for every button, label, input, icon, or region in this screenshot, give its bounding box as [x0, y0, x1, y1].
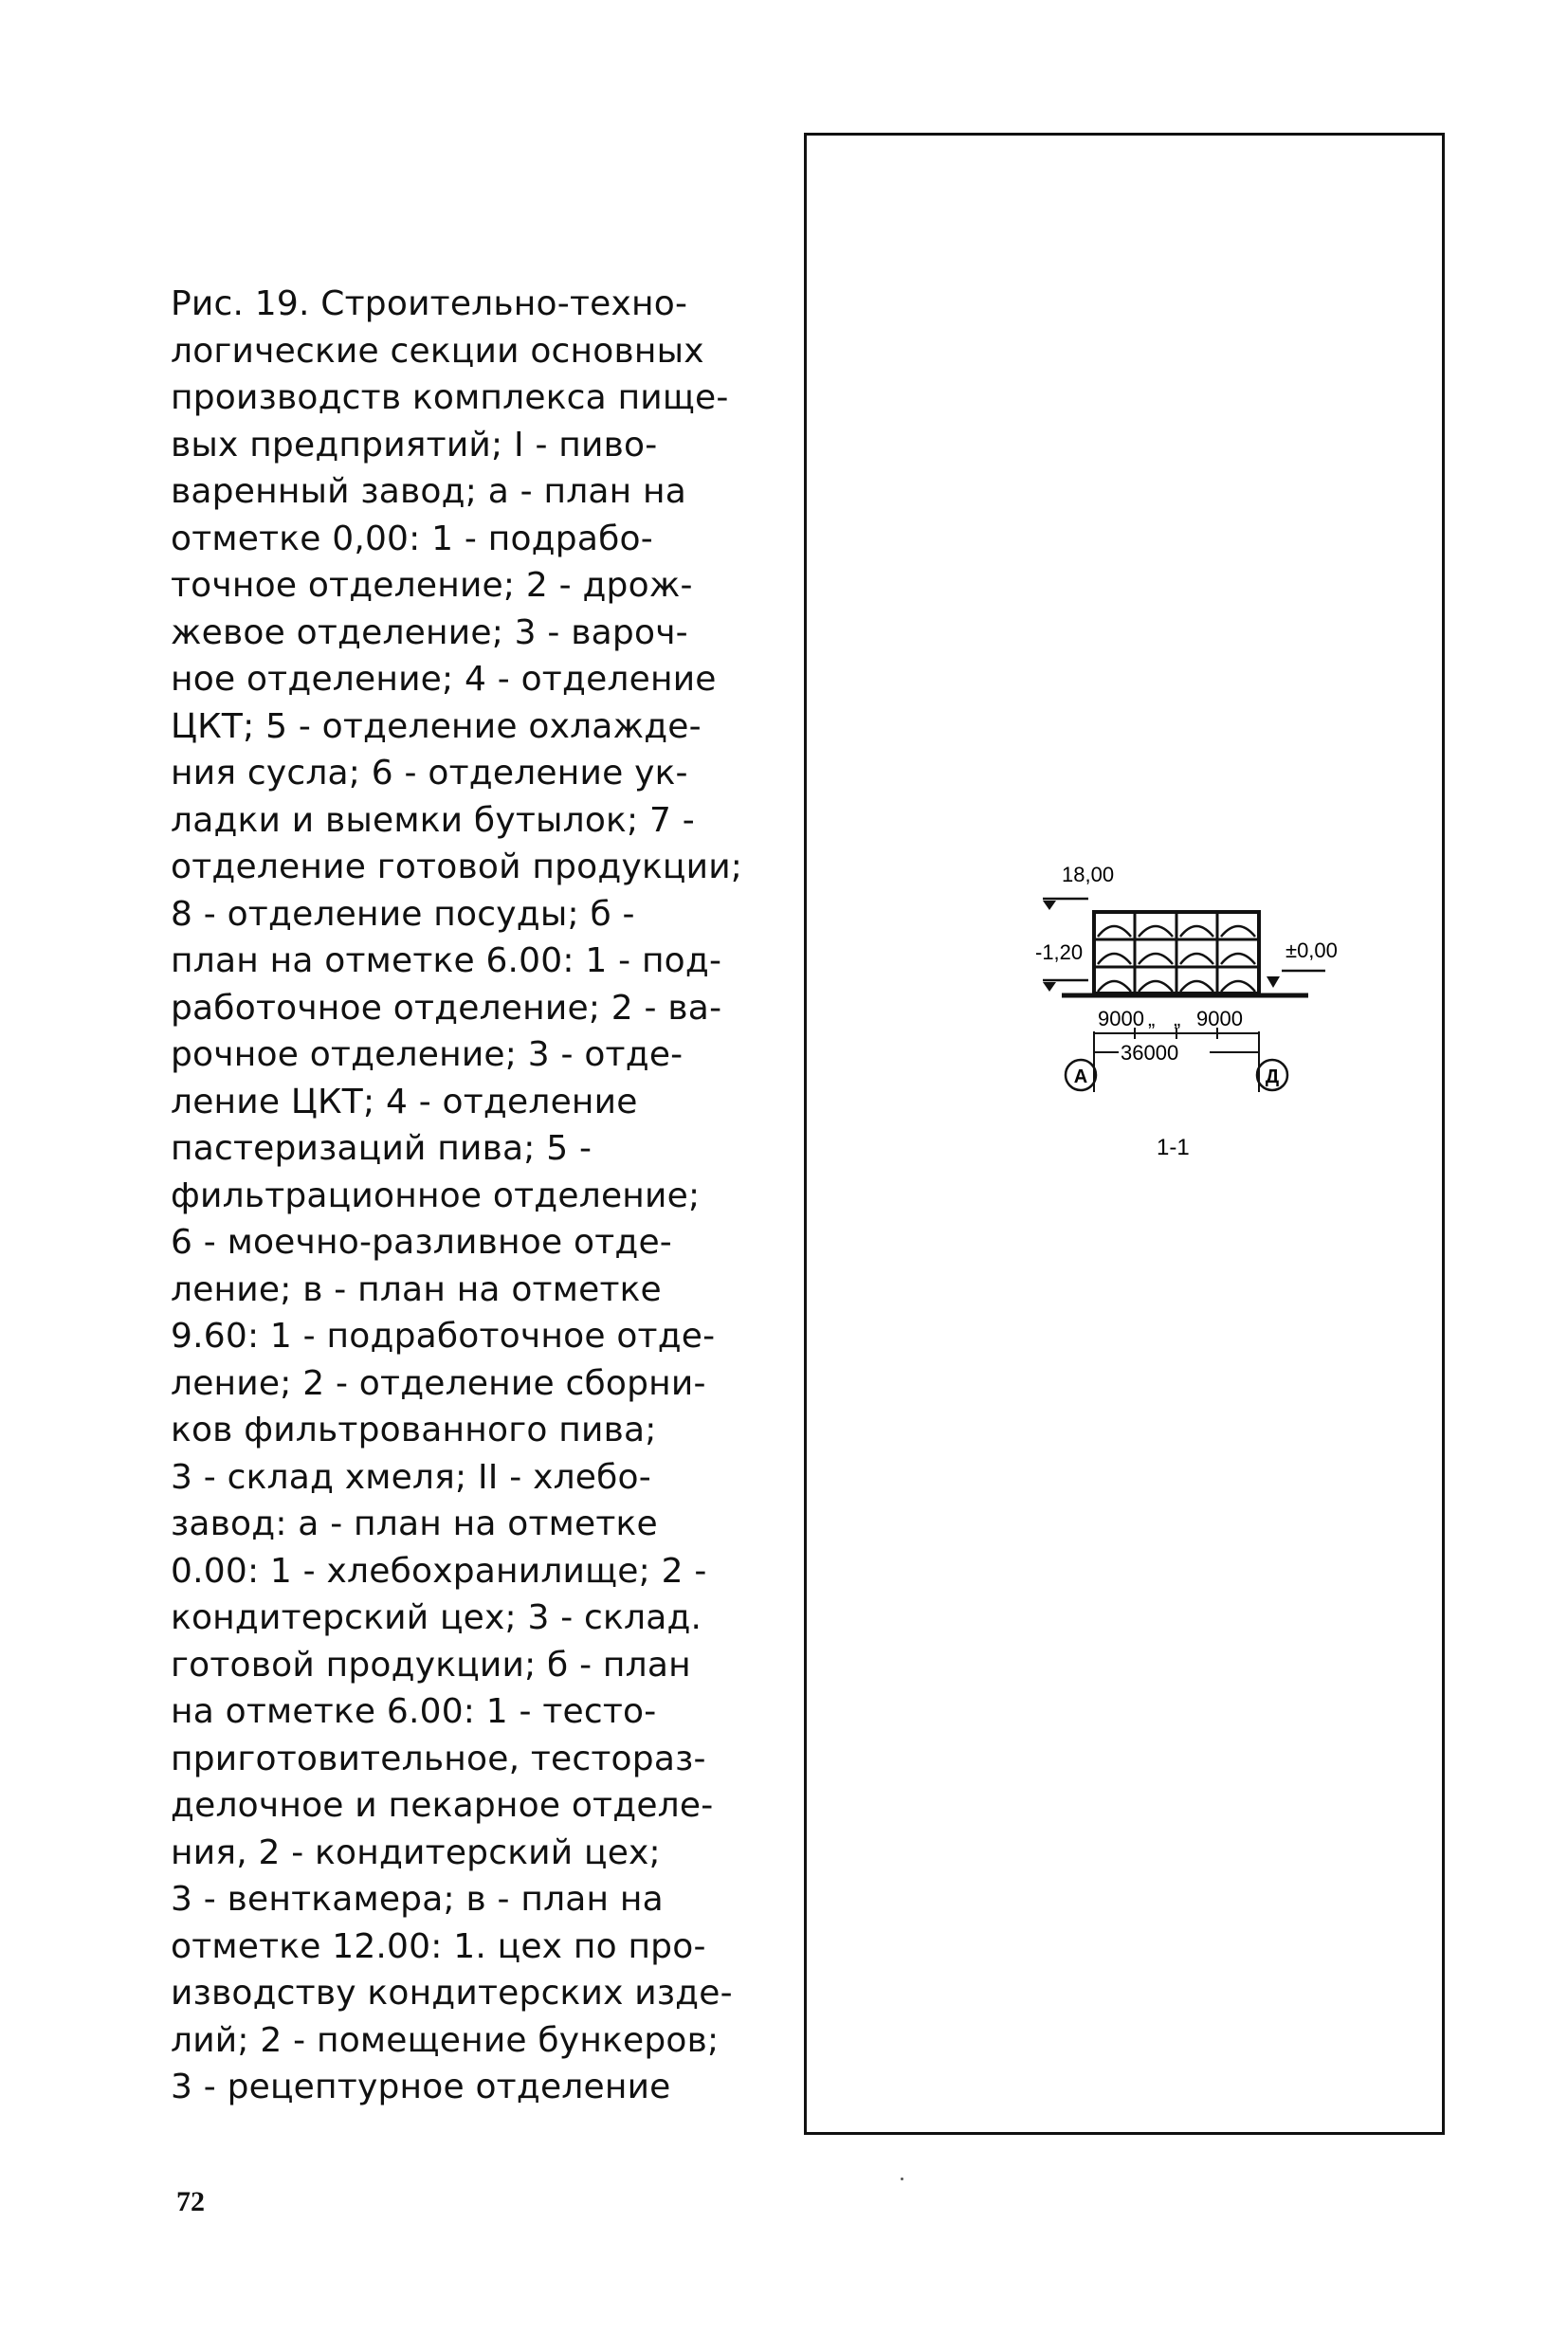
caption-line: работочное отделение; 2 - ва-: [171, 988, 722, 1028]
span-right-label: 9000: [1196, 1007, 1243, 1030]
section-drawing: [1024, 853, 1365, 1176]
span-left-label: 9000: [1098, 1007, 1144, 1030]
caption-line: лий; 2 - помещение бункеров;: [171, 2020, 720, 2060]
caption-line: приготовительное, тестораз-: [171, 1739, 706, 1778]
caption-line: 8 - отделение посуды; б -: [171, 894, 635, 934]
caption-line: ладки и выемки бутылок; 7 -: [171, 800, 695, 840]
caption-line: ков фильтрованного пива;: [171, 1411, 657, 1449]
caption-line: отделение готовой продукции;: [171, 847, 743, 886]
caption-line: готовой продукции; б - план: [171, 1645, 691, 1685]
caption-line: варенный завод; а - план на: [171, 472, 687, 511]
caption-line: ление; в - план на отметке: [171, 1269, 662, 1309]
caption-line: ЦКТ; 5 - отделение охлажде-: [171, 706, 702, 746]
scan-speck: [901, 2178, 903, 2180]
caption-line: изводству кондитерских изде-: [171, 1974, 733, 2013]
caption-line: 3 - венткамера; в - план на: [171, 1880, 664, 1919]
caption-line: 3 - рецептурное отделение: [171, 2068, 671, 2106]
figure-caption: [171, 281, 777, 2111]
lower-level-marker-icon: [1043, 982, 1056, 992]
caption-line: 3 - склад хмеля; II - хлебо-: [171, 1457, 651, 1497]
caption-line: рочное отделение; 3 - отде-: [171, 1035, 684, 1074]
top-level-label: 18,00: [1062, 863, 1115, 886]
caption-line: производств комплекса пище-: [171, 378, 729, 417]
caption-line: делочное и пекарное отделе-: [171, 1786, 714, 1825]
caption-line: ление ЦКТ; 4 - отделение: [171, 1082, 638, 1121]
span-separator-right: „: [1174, 1007, 1181, 1030]
ground-level-marker-icon: [1267, 976, 1280, 988]
caption-line: ное отделение; 4 - отделение: [171, 660, 717, 699]
caption-line: отметке 12.00: 1. цех по про-: [171, 1926, 706, 1966]
caption-line: вых предприятий; I - пиво-: [171, 425, 658, 465]
axis-a-label: А: [1073, 1066, 1088, 1087]
caption-line: ния, 2 - кондитерский цех;: [171, 1832, 661, 1872]
lower-level-label: -1,20: [1035, 940, 1084, 964]
caption-line: логические секции основных: [171, 331, 704, 371]
caption-line: ния сусла; 6 - отделение ук-: [171, 754, 688, 793]
caption-line: Рис. 19. Строительно-техно-: [171, 284, 688, 323]
caption-line: ление; 2 - отделение сборни-: [171, 1363, 706, 1403]
caption-line: точное отделение; 2 - дрож-: [171, 566, 693, 605]
total-span-label: 36000: [1121, 1041, 1179, 1065]
ground-level-label: ±0,00: [1285, 939, 1338, 962]
caption-line: на отметке 6.00: 1 - тесто-: [171, 1692, 657, 1731]
caption-line: завод: а - план на отметке: [171, 1504, 658, 1543]
axis-d-label: Д: [1265, 1066, 1280, 1087]
caption-line: 9.60: 1 - подработочное отде-: [171, 1317, 716, 1356]
span-separator-left: „: [1148, 1007, 1156, 1030]
caption-line: план на отметке 6.00: 1 - под-: [171, 941, 722, 980]
caption-line: отметке 0,00: 1 - подрабо-: [171, 519, 653, 558]
caption-line: кондитерский цех; 3 - склад.: [171, 1598, 702, 1637]
caption-line: 0.00: 1 - хлебохранилище; 2 -: [171, 1551, 707, 1591]
caption-line: фильтрационное отделение;: [171, 1176, 701, 1215]
section-label: 1-1: [1157, 1135, 1190, 1160]
caption-line: 6 - моечно-разливное отде-: [171, 1223, 672, 1262]
page-number: 72: [176, 2186, 205, 2217]
caption-line: жевое отделение; 3 - вароч-: [171, 612, 688, 652]
top-level-marker-icon: [1043, 901, 1056, 910]
caption-line: пастеризаций пива; 5 -: [171, 1129, 593, 1168]
